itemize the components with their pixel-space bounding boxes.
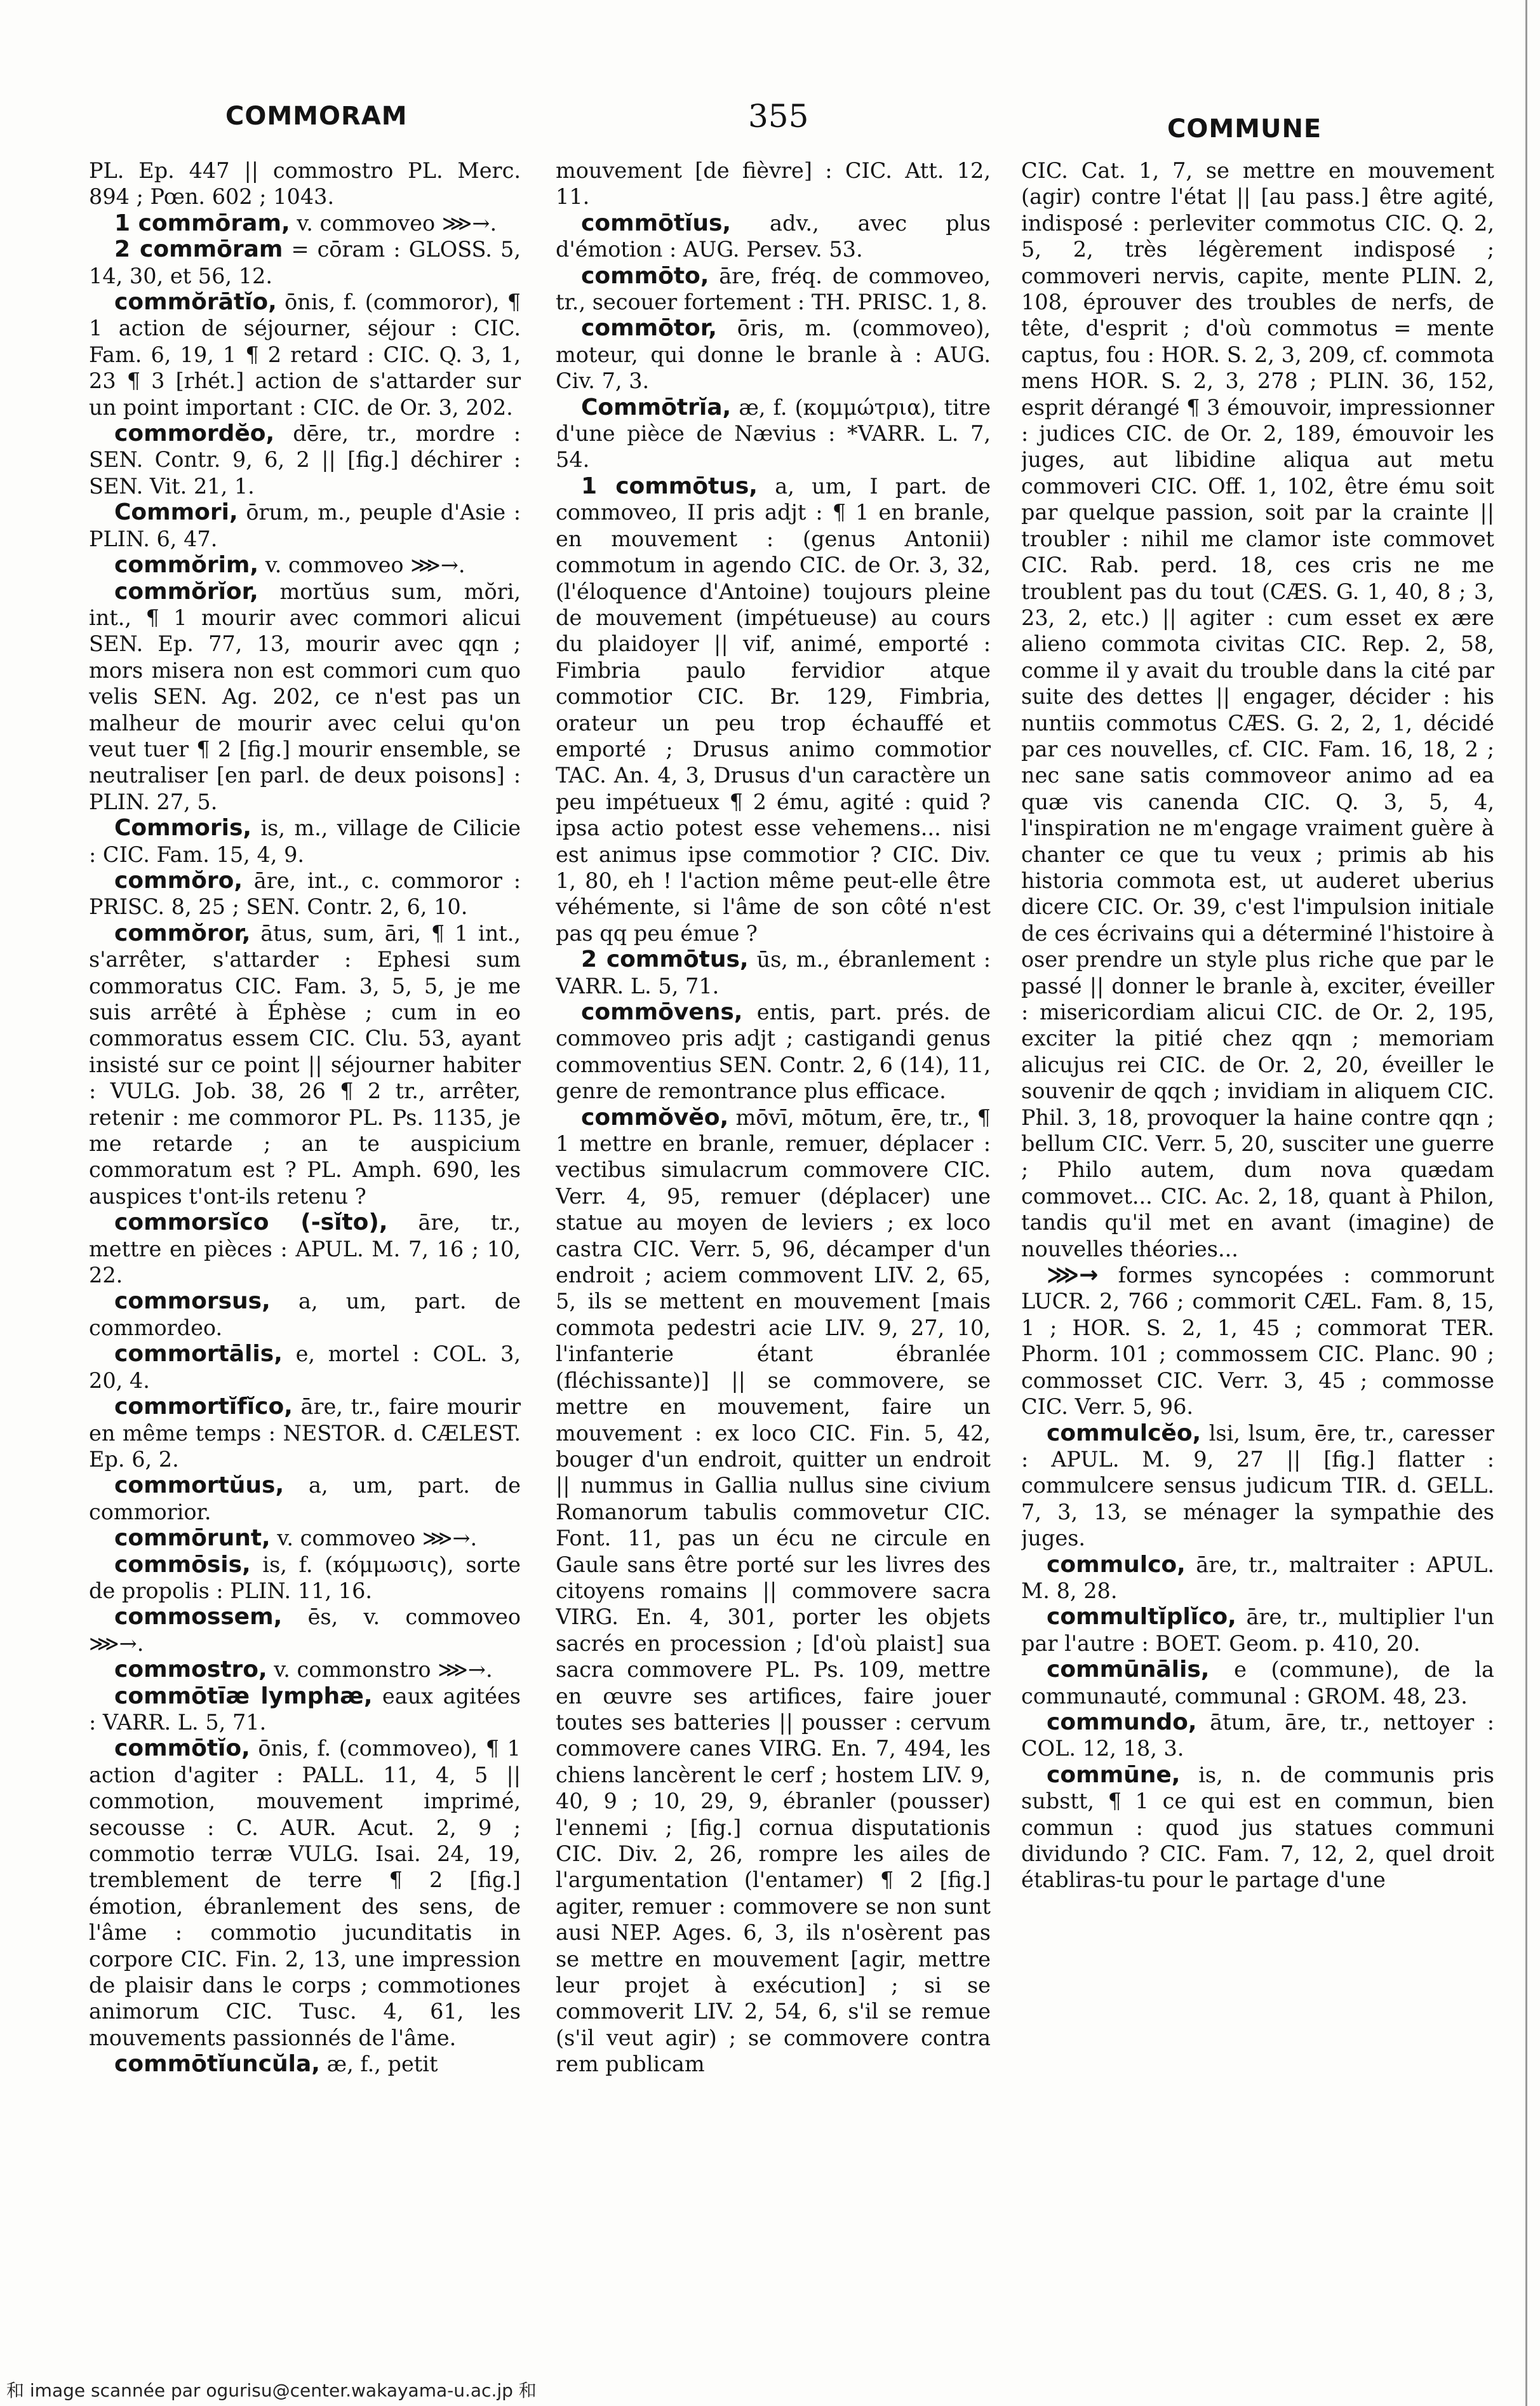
entry-definition: lsi, lsum, ēre, tr., caresser : APUL. M. 9, 27 || [fig.] flatter : commulcere sensus judicum TIR. d. GELL. 7, 3, 13, se ménager la sympathie des juges. [1021, 1420, 1494, 1551]
entry-headword: commorsus, [114, 1288, 271, 1315]
entry-definition: is, n. de communis pris substt, ¶ 1 ce qui est en commun, bien commun : quod jus statues communi dividundo ? CIC. Fam. 7, 12, 2, quel droit établiras-tu pour le partage d'une [1021, 1762, 1494, 1893]
dictionary-entry [89, 1525, 521, 1551]
page-number: 355 [748, 98, 809, 135]
entry-headword: commŏrim, [114, 552, 259, 579]
dictionary-entry [89, 158, 521, 210]
dictionary-entry [89, 1288, 521, 1341]
dictionary-entry [89, 815, 521, 868]
dictionary-entry [89, 2051, 521, 2077]
entry-definition: a, um, I part. de commoveo, II pris adjt : ¶ 1 en branle, en mouvement : (genus Antonii) commotum in agendo CIC. de Or. 3, 32, (l'éloquence d'Antoine) toujours pleine de mouvement (impétueuse) au cours du plaidoyer || vif, animé, emporté : Fimbria paulo fervidior atque commotior CIC. Br. 129, Fimbria, orateur un peu trop échauffé et emporté ; Drusus animo commotior TAC. An. 4, 3, Drusus d'un caractère un peu impétueux ¶ 2 ému, agité : quid ? ipsa actio potest esse vehemens... nisi est animus ipse commotior ? CIC. Div. 1, 80, eh ! l'action même peut-elle être véhémente, si l'âme de son côté n'est pas qq peu émue ? [556, 473, 991, 946]
entry-headword: 2 commōram [114, 236, 283, 263]
entry-definition: is, m., village de Cilicie : CIC. Fam. 15, 4, 9. [89, 816, 521, 867]
entry-headword: commŏror, [114, 920, 251, 946]
entry-headword: commūne, [1047, 1761, 1181, 1788]
entry-definition: æ, f., petit [326, 2052, 438, 2077]
dictionary-entry [89, 210, 521, 236]
dictionary-entry [89, 920, 521, 1209]
entry-definition: v. commoveo ⋙→. [277, 1526, 478, 1551]
entry-definition: mouvement [de fièvre] : CIC. Att. 12, 11. [556, 158, 991, 210]
entry-definition: ātum, āre, tr., nettoyer : COL. 12, 18, 3. [1021, 1709, 1494, 1761]
entry-headword: 2 commōtus, [581, 946, 749, 973]
dictionary-entry [556, 158, 991, 210]
entry-definition: ōrum, m., peuple d'Asie : PLIN. 6, 47. [89, 500, 521, 551]
dictionary-entry [1021, 1604, 1494, 1657]
entry-definition: āre, int., c. commoror : PRISC. 8, 25 ; SEN. Contr. 2, 6, 10. [89, 868, 521, 920]
entry-definition: a, um, part. de commordeo. [89, 1289, 521, 1340]
dictionary-entry [89, 1552, 521, 1604]
column-2 [556, 158, 991, 2342]
entry-definition: āre, tr., maltraiter : APUL. M. 8, 28. [1021, 1552, 1494, 1603]
entry-definition: v. commoveo ⋙→. [297, 210, 497, 236]
dictionary-entry [1021, 1762, 1494, 1893]
entry-headword: commŏvĕo, [581, 1104, 729, 1131]
entry-headword: commŏrĭor, [114, 578, 258, 605]
entry-headword: commōrunt, [114, 1525, 271, 1552]
entry-definition: eaux agitées : VARR. L. 5, 71. [89, 1683, 521, 1735]
entry-headword: commortŭus, [114, 1472, 285, 1499]
dictionary-entry [89, 289, 521, 420]
entry-definition: ōris, m. (commoveo), moteur, qui donne le branle à : AUG. Civ. 7, 3. [556, 316, 991, 394]
entry-headword: commōtīæ lymphæ, [114, 1683, 373, 1709]
page-edge-rule [1525, 0, 1527, 2406]
column-1 [89, 158, 521, 2342]
entry-headword: commulco, [1047, 1551, 1186, 1578]
entry-headword: commōsis, [114, 1551, 251, 1578]
right-guide-word: COMMUNE [1167, 114, 1322, 144]
entry-headword: 1 commōtus, [581, 473, 758, 499]
entry-definition: e, mortel : COL. 3, 20, 4. [89, 1341, 521, 1393]
entry-headword: commortĭfĭco, [114, 1394, 293, 1420]
entry-definition: ēs, v. commoveo ⋙→. [89, 1604, 521, 1656]
dictionary-entry [89, 1394, 521, 1472]
entry-headword: commossem, [114, 1604, 283, 1630]
entry-definition: āre, tr., mettre en pièces : APUL. M. 7, 16 ; 10, 22. [89, 1210, 521, 1288]
entry-headword: commordĕo, [114, 420, 275, 447]
entry-definition: a, um, part. de commorior. [89, 1473, 521, 1524]
entry-headword: commostro, [114, 1657, 267, 1683]
dictionary-entry [89, 1209, 521, 1288]
entry-definition: entis, part. prés. de commoveo pris adjt ; castigandi genus commoventius SEN. Contr. 2, 6 (14), 11, genre de remontrance plus efficace. [556, 1000, 991, 1104]
entry-definition: ōnis, f. (commoveo), ¶ 1 action d'agiter : PALL. 11, 4, 5 || commotion, mouvement imprimé, secousse : C. AUR. Acut. 2, 9 ; commotio terræ VULG. Isai. 24, 19, tremblement de terre ¶ 2 [fig.] émotion, ébranlement des sens, de l'âme : commotio jucunditatis in corpore CIC. Fin. 2, 13, une impression de plaisir dans le corps ; commotiones animorum CIC. Tusc. 4, 61, les mouvements passionnés de l'âme. [89, 1736, 521, 2050]
entry-headword: commortālis, [114, 1341, 283, 1368]
entry-headword: commōtĭuncŭla, [114, 2051, 320, 2078]
entry-definition: is, f. (κόμμωσις), sorte de propolis : PLIN. 11, 16. [89, 1552, 521, 1603]
dictionary-entry [1021, 158, 1494, 1262]
entry-headword: Commōtrĭa, [581, 394, 732, 420]
entry-headword: commūnālis, [1047, 1657, 1210, 1683]
left-guide-word: COMMORAM [225, 102, 408, 131]
entry-definition: CIC. Cat. 1, 7, se mettre en mouvement (agir) contre l'état || [au pass.] être agité, indisposé : perleviter commotus CIC. Q. 2, 5, 2, très légèrement indisposé ; commoveri nervis, capite, mente PLIN. 2, 108, éprouver des troubles de nerfs, de tête, d'esprit ; d'où commotus = mente captus, fou : HOR. S. 2, 3, 209, cf. commota mens HOR. S. 2, 3, 278 ; PLIN. 36, 152, esprit dérangé ¶ 3 émouvoir, impressionner : judices CIC. de Or. 2, 189, émouvoir les juges, aut libidine aliqua aut metu commoveri CIC. Off. 1, 102, être ému soit par quelque passion, soit par la crainte || troubler : nihil me clamor iste commovet CIC. Rab. perd. 18, ces cris ne me troublent pas du tout (CÆS. G. 1, 40, 8 ; 3, 23, 2, etc.) || agiter : cum esset ex ære alieno commota civitas CIC. Rep. 2, 58, comme il y avait du trouble dans la cité par suite des dettes || engager, décider : his nuntiis commotus CÆS. G. 2, 2, 1, décidé par ces nouvelles, cf. CIC. Fam. 16, 18, 2 ; nec sane satis commoveor animo ad ea quæ vis canenda CIC. Q. 3, 5, 4, l'inspiration ne m'engage vraiment guère à chanter ce que tu veux ; primis ab his historia commota est, ut auderet uberius dicere CIC. Or. 39, c'est l'impulsion initiale de ces écrivains qui a déterminé l'histoire à oser prendre un style plus riche que par le passé || donner le branle à, exciter, éveiller : misericordiam alicui CIC. de Or. 2, 195, exciter la pitié chez qqn ; memoriam alicujus rei CIC. de Or. 2, 20, éveiller le souvenir de qqch ; invidiam in aliquem CIC. Phil. 3, 18, provoquer la haine contre qqn ; bellum CIC. Verr. 5, 20, susciter une guerre ; Philo autem, dum nova quædam commovet... CIC. Ac. 2, 18, quant à Philon, tandis qu'il met en avant (imagine) de nouvelles théories... [1021, 158, 1494, 1261]
entry-definition: mortŭus sum, mŏri, int., ¶ 1 mourir avec commori alicui SEN. Ep. 77, 13, mourir avec qqn ; mors misera non est commori cum quo velis SEN. Ag. 202, ce n'est pas un malheur de mourir avec celui qu'on veut tuer ¶ 2 [fig.] mourir ensemble, se neutraliser [en parl. de deux poisons] : PLIN. 27, 5. [89, 579, 521, 814]
entry-definition: æ, f. (κομμώτρια), titre d'une pièce de Nævius : *VARR. L. 7, 54. [556, 394, 991, 473]
entry-headword: commōtĭo, [114, 1735, 250, 1762]
entry-headword: commōvens, [581, 999, 743, 1025]
dictionary-entry [1021, 1657, 1494, 1709]
dictionary-entry [89, 236, 521, 289]
entry-definition: formes syncopées : commorunt LUCR. 2, 766 ; commorit CÆL. Fam. 8, 15, 1 ; HOR. S. 2, 1, 45 ; commorat TER. Phorm. 101 ; commossem CIC. Planc. 90 ; commosset CIC. Verr. 3, 45 ; commosse CIC. Verr. 5, 96. [1021, 1263, 1494, 1420]
entry-headword: Commoris, [114, 815, 252, 842]
entry-headword: commultĭplĭco, [1047, 1604, 1236, 1630]
entry-definition: ōnis, f. (commoror), ¶ 1 action de séjourner, séjour : CIC. Fam. 6, 19, 1 ¶ 2 retard : CIC. Q. 3, 1, 23 ¶ 3 [rhét.] action de s'attarder sur un point important : CIC. de Or. 3, 202. [89, 290, 521, 420]
entry-definition: āre, tr., multiplier l'un par l'autre : BOET. Geom. p. 410, 20. [1021, 1604, 1494, 1656]
entry-definition: dēre, tr., mordre : SEN. Contr. 9, 6, 2 || [fig.] déchirer : SEN. Vit. 21, 1. [89, 421, 521, 499]
dictionary-entry [89, 1472, 521, 1525]
dictionary-entry [1021, 1262, 1494, 1420]
entry-definition: ātus, sum, āri, ¶ 1 int., s'arrêter, s'attarder : Ephesi sum commoratus CIC. Fam. 3, 5, 5, je me suis arrêté à Éphèse ; cum in eo commoratus essem CIC. Clu. 53, ayant insisté sur ce point || séjourner habiter : VULG. Job. 38, 26 ¶ 2 tr., arrêter, retenir : me commoror PL. Ps. 1135, je me retarde ; an te auspicium commoratum est ? PL. Amph. 690, les auspices t'ont-ils retenu ? [89, 920, 521, 1209]
entry-definition: = cōram : GLOSS. 5, 14, 30, et 56, 12. [89, 237, 521, 288]
entry-definition: e (commune), de la communauté, communal : GROM. 48, 23. [1021, 1657, 1494, 1709]
dictionary-entry [556, 210, 991, 263]
entry-headword: commŏro, [114, 867, 243, 894]
column-3 [1021, 158, 1494, 2342]
entry-definition: v. commoveo ⋙→. [265, 553, 465, 578]
entry-headword: Commori, [114, 499, 238, 526]
entry-headword: ⋙→ [1047, 1262, 1099, 1289]
dictionary-entry [1021, 1552, 1494, 1604]
dictionary-entry [556, 1105, 991, 2078]
scan-credit: 和 image scannée par ogurisu@center.wakayama-u.ac.jp 和 [6, 2380, 537, 2401]
entry-definition: āre, fréq. de commoveo, tr., secouer fortement : TH. PRISC. 1, 8. [556, 263, 991, 315]
dictionary-entry [556, 315, 991, 394]
dictionary-entry [556, 473, 991, 946]
entry-definition: adv., avec plus d'émotion : AUG. Persev. 53. [556, 210, 991, 262]
entry-definition: ūs, m., ébranlement : VARR. L. 5, 71. [556, 947, 991, 998]
entry-headword: commorsĭco (-sĭto), [114, 1209, 388, 1236]
dictionary-entry [89, 579, 521, 816]
entry-headword: commulcĕo, [1047, 1420, 1202, 1446]
dictionary-entry [556, 263, 991, 316]
entry-headword: commōtĭus, [581, 210, 732, 236]
dictionary-entry [89, 1657, 521, 1683]
dictionary-entry [89, 1604, 521, 1657]
dictionary-entry [1021, 1420, 1494, 1552]
entry-definition: v. commonstro ⋙→. [274, 1657, 493, 1683]
dictionary-entry [556, 999, 991, 1105]
dictionary-entry [556, 394, 991, 473]
dictionary-entry [89, 420, 521, 499]
dictionary-entry [89, 1341, 521, 1394]
entry-definition: PL. Ep. 447 || commostro PL. Merc. 894 ; Pœn. 602 ; 1043. [89, 158, 521, 210]
entry-headword: commōto, [581, 262, 709, 289]
dictionary-entry [89, 1683, 521, 1736]
dictionary-entry [89, 499, 521, 552]
entry-headword: 1 commōram, [114, 210, 290, 236]
dictionary-entry [1021, 1709, 1494, 1762]
entry-definition: āre, tr., faire mourir en même temps : NESTOR. d. CÆLEST. Ep. 6, 2. [89, 1394, 521, 1472]
page-header [0, 89, 1540, 146]
entry-headword: commundo, [1047, 1709, 1197, 1735]
entry-headword: commōtor, [581, 315, 717, 342]
entry-definition: mōvī, mōtum, ēre, tr., ¶ 1 mettre en branle, remuer, déplacer : vectibus simulacrum commovere CIC. Verr. 4, 95, remuer (déplacer) une statue au moyen de leviers ; ex loco castra CIC. Verr. 5, 96, décamper d'un endroit ; aciem commovent LIV. 2, 65, 5, ils se mettent en mouvement [mais commota pedestri acie LIV. 9, 27, 10, l'infanterie étant ébranlée (fléchissante)] || se commovere, se mettre en mouvement, faire un mouvement : ex loco CIC. Fin. 5, 42, bouger d'un endroit, quitter un endroit || nummus in Gallia nullus sine civium Romanorum tabulis commovetur CIC. Font. 11, pas un écu ne circule en Gaule sans être porté sur les livres des citoyens romains || commovere sacra VIRG. En. 4, 301, porter les objets sacrés en procession ; [d'où plaist] sua sacra commovere PL. Ps. 109, mettre en œuvre ses artifices, faire jouer toutes ses batteries || pousser : cervum commovere canes VIRG. En. 7, 494, les chiens lancèrent le cerf ; hostem LIV. 9, 40, 9 ; 10, 29, 9, ébranler (pousser) l'ennemi ; [fig.] cornua disputationis CIC. Div. 2, 26, rompre les ailes de l'argumentation (l'entamer) ¶ 2 [fig.] agiter, remuer : commovere se non sunt ausi NEP. Ages. 6, 3, ils n'osèrent pas se mettre en mouvement [agir, mettre leur projet à exécution] ; si se commoverit LIV. 2, 54, 6, s'il se remue (s'il veut agir) ; se commovere contra rem publicam [556, 1105, 991, 2077]
dictionary-entry [89, 868, 521, 920]
dictionary-entry [556, 946, 991, 999]
dictionary-entry [89, 1735, 521, 2051]
entry-headword: commŏrātĭo, [114, 289, 277, 316]
dictionary-entry [89, 552, 521, 578]
